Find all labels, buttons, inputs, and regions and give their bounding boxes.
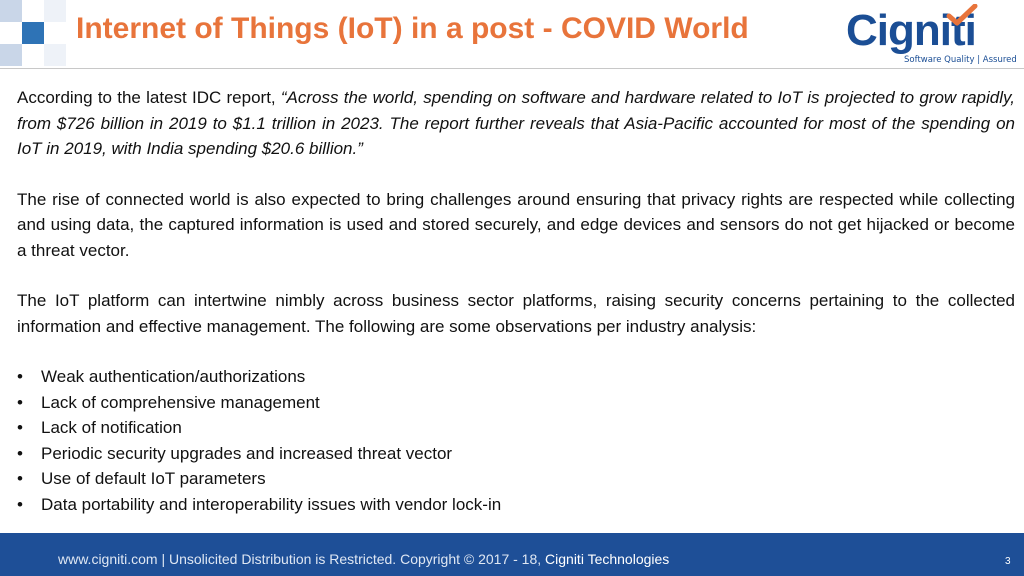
paragraph-connected-world: The rise of connected world is also expected to bring challenges around ensuring that privacy rights are respected while collecting and using data, the captured information is used and stored securely, and edge devices and sensors do not get hijacked or become a threat vector. <box>17 189 1015 260</box>
footer-company: Cigniti Technologies <box>545 551 670 567</box>
footer-copyright <box>58 551 669 567</box>
slide-body <box>17 85 1015 517</box>
list-item-text: Lack of comprehensive management <box>41 392 320 412</box>
idc-quote: “Across the world, spending on software and hardware related to IoT is projected to grow rapidly, from $726 billion in 2019 to $1.1 trillion in 2023. The report further reveals that Asia-Pacific accounted for most of the spending on IoT in 2019, with India spending $20.6 billion.” <box>17 88 1015 158</box>
list-item <box>17 466 1015 492</box>
list-item-text: Weak authentication/authorizations <box>41 367 306 386</box>
logo-wordmark: Cigniti <box>846 6 976 55</box>
paragraph-idc-report <box>17 85 1015 162</box>
list-item-text: Lack of notification <box>41 418 182 437</box>
list-item <box>17 441 1015 467</box>
list-item-text: Periodic security upgrades and increased threat vector <box>41 443 453 463</box>
logo-tagline: Software Quality | Assured <box>904 55 1017 65</box>
checkmark-icon <box>946 4 978 26</box>
decorative-square <box>44 44 66 66</box>
decorative-square <box>0 44 22 66</box>
bullet-icon: • <box>17 494 23 514</box>
slide-footer <box>0 533 1024 576</box>
header-divider <box>0 68 1024 69</box>
list-item <box>17 390 1015 416</box>
list-item <box>17 364 1015 390</box>
slide-header <box>0 0 1024 68</box>
list-item-text: Use of default IoT parameters <box>41 469 266 488</box>
list-item <box>17 492 1015 518</box>
bullet-icon: • <box>17 392 23 412</box>
decorative-square <box>0 0 22 22</box>
list-item <box>17 415 1015 441</box>
paragraph-iot-platform: The IoT platform can intertwine nimbly across business sector platforms, raising security concerns pertaining to the collected information and effective management. The following are some observations per industry analysis: <box>17 291 1015 336</box>
bullet-icon: • <box>17 367 23 386</box>
decorative-square <box>44 0 66 22</box>
bullet-icon: • <box>17 418 23 437</box>
bullet-icon: • <box>17 469 23 488</box>
page-number: 3 <box>1005 556 1011 567</box>
cigniti-logo <box>842 6 1017 66</box>
paragraph-lead: According to the latest IDC report, <box>17 88 281 107</box>
slide-title: Internet of Things (IoT) in a post - COVID World <box>76 12 749 45</box>
list-item-text: Data portability and interoperability issues with vendor lock-in <box>41 494 502 514</box>
decorative-square <box>22 22 44 44</box>
bullet-icon: • <box>17 443 23 463</box>
footer-text: www.cigniti.com | Unsolicited Distribution is Restricted. Copyright © 2017 - 18, <box>58 551 546 567</box>
observations-list <box>17 364 1015 517</box>
